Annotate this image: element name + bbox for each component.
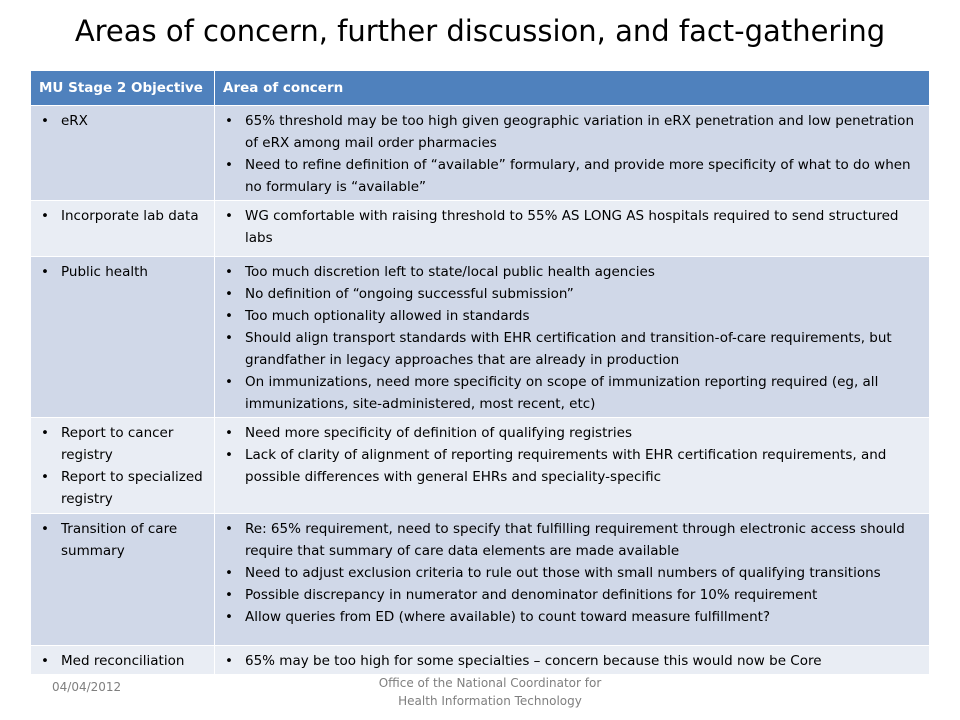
table-row — [31, 418, 930, 514]
concern-cell — [215, 257, 930, 418]
concern-item: • WG comfortable with raising threshold to 55% AS LONG AS hospitals required to send structured labs — [221, 205, 923, 249]
concern-item: • Lack of clarity of alignment of reporting requirements with EHR certification requirements, and possible differences with general EHRs and speciality-specific — [221, 444, 923, 488]
objective-cell — [31, 646, 215, 675]
concern-item: • On immunizations, need more specificity on scope of immunization reporting required (eg, all immunizations, site-administered, most recent, etc) — [221, 371, 923, 415]
footer-organization — [300, 674, 680, 710]
concern-item: • Need to adjust exclusion criteria to rule out those with small numbers of qualifying transitions — [221, 562, 923, 584]
objective-item: • Transition of care summary — [37, 518, 208, 562]
objective-cell — [31, 418, 215, 514]
concern-cell — [215, 201, 930, 257]
slide-title: Areas of concern, further discussion, and fact-gathering — [74, 14, 886, 48]
objective-item: • Incorporate lab data — [37, 205, 208, 227]
concern-item: • Need more specificity of definition of qualifying registries — [221, 422, 923, 444]
concern-item: • Too much optionality allowed in standards — [221, 305, 923, 327]
concern-item: • Allow queries from ED (where available) to count toward measure fulfillment? — [221, 606, 923, 628]
concern-item: • Possible discrepancy in numerator and denominator definitions for 10% requirement — [221, 584, 923, 606]
concern-item: • Re: 65% requirement, need to specify that fulfilling requirement through electronic access should require that summary of care data elements are made available — [221, 518, 923, 562]
concerns-table — [30, 70, 930, 675]
header-objective: MU Stage 2 Objective — [31, 71, 215, 106]
concern-item: • Should align transport standards with EHR certification and transition-of-care requirements, but grandfather in legacy approaches that are already in production — [221, 327, 923, 371]
header-area-of-concern: Area of concern — [215, 71, 930, 106]
concern-item: • Too much discretion left to state/local public health agencies — [221, 261, 923, 283]
table-row — [31, 257, 930, 418]
objective-item: • eRX — [37, 110, 208, 132]
objective-item: • Report to cancer registry — [37, 422, 208, 466]
objective-cell — [31, 514, 215, 646]
objective-item: • Report to specialized registry — [37, 466, 208, 510]
concern-item: • 65% threshold may be too high given geographic variation in eRX penetration and low penetration of eRX among mail order pharmacies — [221, 110, 923, 154]
objective-cell — [31, 106, 215, 201]
table-row — [31, 514, 930, 646]
table-row — [31, 201, 930, 257]
concern-cell — [215, 418, 930, 514]
concern-cell — [215, 646, 930, 675]
objective-item: • Med reconciliation — [37, 650, 208, 672]
table-row — [31, 646, 930, 675]
concern-item: • 65% may be too high for some specialties – concern because this would now be Core — [221, 650, 923, 672]
footer-org-line2: Health Information Technology — [398, 694, 582, 708]
concern-cell — [215, 106, 930, 201]
table-row — [31, 106, 930, 201]
concern-item: • No definition of “ongoing successful submission” — [221, 283, 923, 305]
concern-cell — [215, 514, 930, 646]
table-header-row — [31, 71, 930, 106]
objective-cell — [31, 201, 215, 257]
footer-date: 04/04/2012 — [52, 680, 122, 694]
concern-item: • Need to refine definition of “available” formulary, and provide more specificity of what to do when no formulary is “available” — [221, 154, 923, 198]
footer-org-line1: Office of the National Coordinator for — [378, 676, 602, 690]
objective-item: • Public health — [37, 261, 208, 283]
objective-cell — [31, 257, 215, 418]
